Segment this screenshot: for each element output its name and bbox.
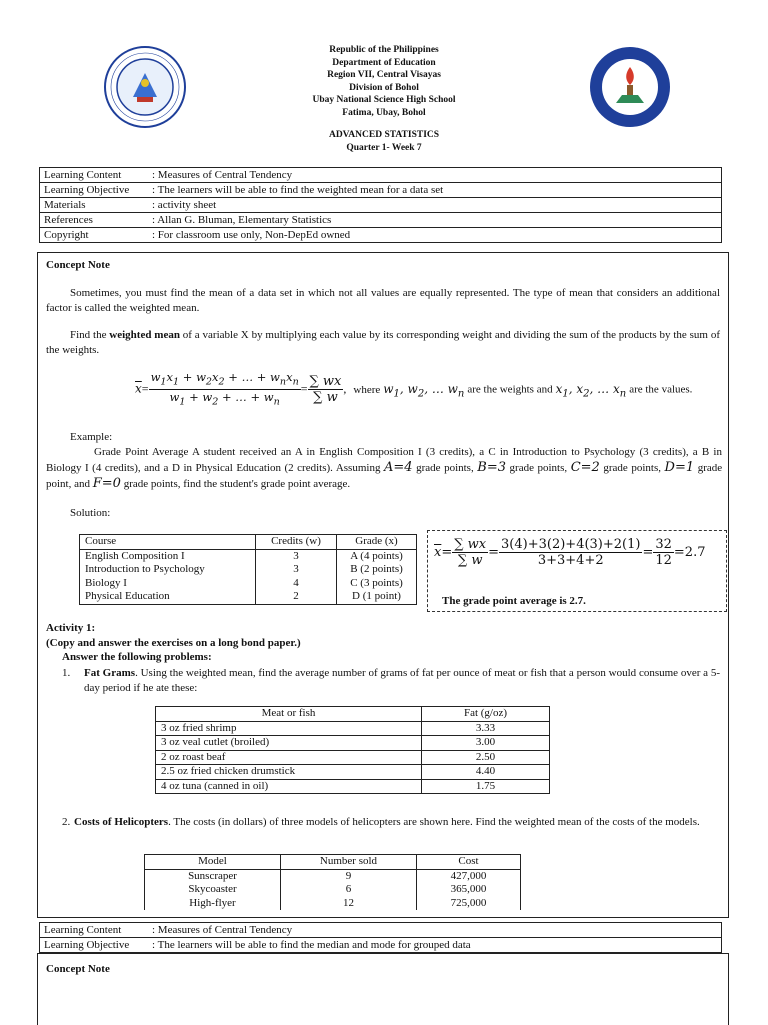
grade-value: F=0 <box>92 476 121 491</box>
solution-12: 12 <box>655 553 672 568</box>
info-key: Learning Content <box>40 923 149 938</box>
activity-instruction: (Copy and answer the exercises on a long bond paper.) <box>46 636 301 649</box>
problem-1-number: 1. <box>62 667 71 679</box>
solution-label: Solution: <box>70 507 111 519</box>
problem-2-body: . The costs (in dollars) of three models of helicopters are shown here. Find the weighted mean of the costs of the models. <box>168 816 700 828</box>
table-cell: 725,000 <box>417 897 521 911</box>
activity-title: Activity 1: <box>46 622 96 634</box>
example-sentence: grade points, find the student's grade point average. <box>123 478 351 490</box>
problem-2-text <box>74 815 720 830</box>
header-line: Division of Bohol <box>349 82 419 93</box>
info-key: Learning Content <box>40 168 149 183</box>
weighted-mean-term: weighted mean <box>109 329 180 341</box>
info-key: Learning Objective <box>40 183 149 198</box>
solution-numerator: 3(4)+3(2)+4(3)+2(1) <box>501 537 641 552</box>
table-cell: 3 oz veal cutlet (broiled) <box>156 736 422 751</box>
info-key: Materials <box>40 198 149 213</box>
table-cell: B (2 points) <box>337 563 417 577</box>
table-cell: 1.75 <box>422 779 550 794</box>
table-cell: High-flyer <box>145 897 281 911</box>
table-cell: C (3 points) <box>337 577 417 591</box>
example-sentence: points, <box>631 462 661 474</box>
example-text <box>46 444 722 492</box>
problem-1-title: Fat Grams <box>84 667 136 679</box>
table-cell: English Composition I <box>80 549 256 563</box>
table-cell: 427,000 <box>417 869 521 883</box>
grade-value: C=2 <box>570 460 600 475</box>
concept-text: Find the <box>70 329 110 341</box>
info-value: : For classroom use only, Non-DepEd owned <box>148 228 722 243</box>
table-cell: 12 <box>281 897 417 911</box>
table-header: Grade (x) <box>337 535 417 550</box>
grade-value: D=1 <box>664 460 695 475</box>
example-sentence: grade point, and <box>46 462 723 490</box>
table-cell: Sunscraper <box>145 869 281 883</box>
grade-value: A=4 <box>384 460 413 475</box>
example-sentence: grade points, <box>416 462 474 474</box>
example-sentence: grade <box>603 462 628 474</box>
activity-subheading: Answer the following problems: <box>62 651 212 663</box>
info-key: References <box>40 213 149 228</box>
info-value: : The learners will be able to find the weighted mean for a data set <box>148 183 722 198</box>
table-cell: D (1 point) <box>337 590 417 604</box>
problem-1-text <box>84 666 720 696</box>
helicopter-table <box>144 854 521 910</box>
table-cell: 6 <box>281 883 417 897</box>
header-line: Fatima, Ubay, Bohol <box>342 107 426 118</box>
table-header: Fat (g/oz) <box>422 707 550 722</box>
document-header <box>0 44 768 154</box>
problem-2-title: Costs of Helicopters <box>74 816 169 828</box>
lesson-info-table-2 <box>39 922 722 953</box>
info-key: Copyright <box>40 228 149 243</box>
fat-grams-table <box>155 706 550 794</box>
table-cell: 3 <box>256 549 337 563</box>
solution-formula: $\overline{x}=$ $\frac{\sum wx}{\sum w}$ = $\frac{3(4)+3(2)+4(3)+2(1)}{3+3+4+2}$ = $\frac{32}{12}$ =2.7 <box>434 537 706 568</box>
info-value: : activity sheet <box>148 198 722 213</box>
concept-text: of a variable X by multiplying each value by its corresponding weight and dividing the sum of the products by the sum of the weights. <box>46 329 720 356</box>
table-cell: 9 <box>281 869 417 883</box>
table-cell: 3 oz fried shrimp <box>156 721 422 736</box>
lesson-info-table <box>39 167 722 243</box>
table-cell: 3.00 <box>422 736 550 751</box>
table-cell: 365,000 <box>417 883 521 897</box>
header-line: Department of Education <box>332 57 436 68</box>
example-label: Example: <box>70 431 113 443</box>
solution-result: =2.7 <box>673 545 706 560</box>
concept-note-heading-2: Concept Note <box>46 963 110 975</box>
table-cell: 4 <box>256 577 337 591</box>
info-value: : The learners will be able to find the median and mode for grouped data <box>148 938 722 953</box>
table-cell: 2 oz roast beaf <box>156 750 422 765</box>
example-sentence: Grade Point Average A student received an A in English Composition I (3 credits), a C in Introduction to Psychology (3 credits), a B in Biology I (4 credits), and a D in Physical Education (2 credits). Assuming <box>46 446 722 474</box>
concept-paragraph-2 <box>46 328 720 358</box>
header-line: Region VII, Central Visayas <box>327 70 441 80</box>
problem-2-number: 2. <box>62 816 71 828</box>
formula-note: where <box>353 383 381 396</box>
info-value: : Measures of Central Tendency <box>148 168 722 183</box>
table-cell: 4 oz tuna (canned in oil) <box>156 779 422 794</box>
subject-title: ADVANCED STATISTICS <box>328 130 440 140</box>
table-cell: A (4 points) <box>337 549 417 563</box>
table-header: Course <box>80 535 256 550</box>
gpa-answer: The grade point average is 2.7. <box>442 595 586 607</box>
table-cell: 3.33 <box>422 721 550 736</box>
info-value: : Allan G. Bluman, Elementary Statistics <box>148 213 722 228</box>
course-table <box>79 534 417 605</box>
table-cell: Physical Education <box>80 590 256 604</box>
quarter-label: Quarter 1- Week 7 <box>346 142 422 153</box>
concept-paragraph-1: Sometimes, you must find the mean of a data set in which not all values are equally represented. The type of mean that considers an additional factor is called the weighted mean. <box>46 287 720 314</box>
activity-heading <box>46 621 301 665</box>
grade-value: B=3 <box>477 460 506 475</box>
content-box-2 <box>37 953 729 1025</box>
table-cell: 2 <box>256 590 337 604</box>
table-cell: Biology I <box>80 577 256 591</box>
solution-32: 32 <box>655 537 672 552</box>
solution-denominator: 3+3+4+2 <box>537 553 604 568</box>
table-header: Meat or fish <box>156 707 422 722</box>
info-value: : Measures of Central Tendency <box>148 923 722 938</box>
table-header: Credits (w) <box>256 535 337 550</box>
header-line: Republic of the Philippines <box>329 45 439 55</box>
table-header: Cost <box>417 855 521 870</box>
table-cell: Introduction to Psychology <box>80 563 256 577</box>
formula-note: are the values. <box>629 383 693 396</box>
header-line: Ubay National Science High School <box>312 95 456 105</box>
solution-box <box>427 530 727 612</box>
example-sentence: grade points, <box>509 462 568 474</box>
table-header: Model <box>145 855 281 870</box>
table-cell: Skycoaster <box>145 883 281 897</box>
formula-note: are the weights and <box>467 383 553 396</box>
table-cell: 3 <box>256 563 337 577</box>
table-cell: 4.40 <box>422 765 550 780</box>
table-header: Number sold <box>281 855 417 870</box>
concept-note-heading: Concept Note <box>46 259 110 271</box>
table-cell: 2.5 oz fried chicken drumstick <box>156 765 422 780</box>
table-cell: 2.50 <box>422 750 550 765</box>
info-key: Learning Objective <box>40 938 149 953</box>
weighted-mean-formula: $\overline{x}=$ $\frac{w_1x_1 + w_2x_2 + \dots + w_nx_n}{w_1 + w_2 + \dots + w_n}$ = $\frac{\sum wx}{\sum w}$ , where $w_1$, $w_2$, … $w_n$ are the weights and $x_1$, $x_2$, … $x_n$ are the values. <box>135 370 693 408</box>
problem-1-body: . Using the weighted mean, find the average number of grams of fat per ounce of meat or fish that a person would consume over a 5-day period if he ate these: <box>84 667 721 694</box>
